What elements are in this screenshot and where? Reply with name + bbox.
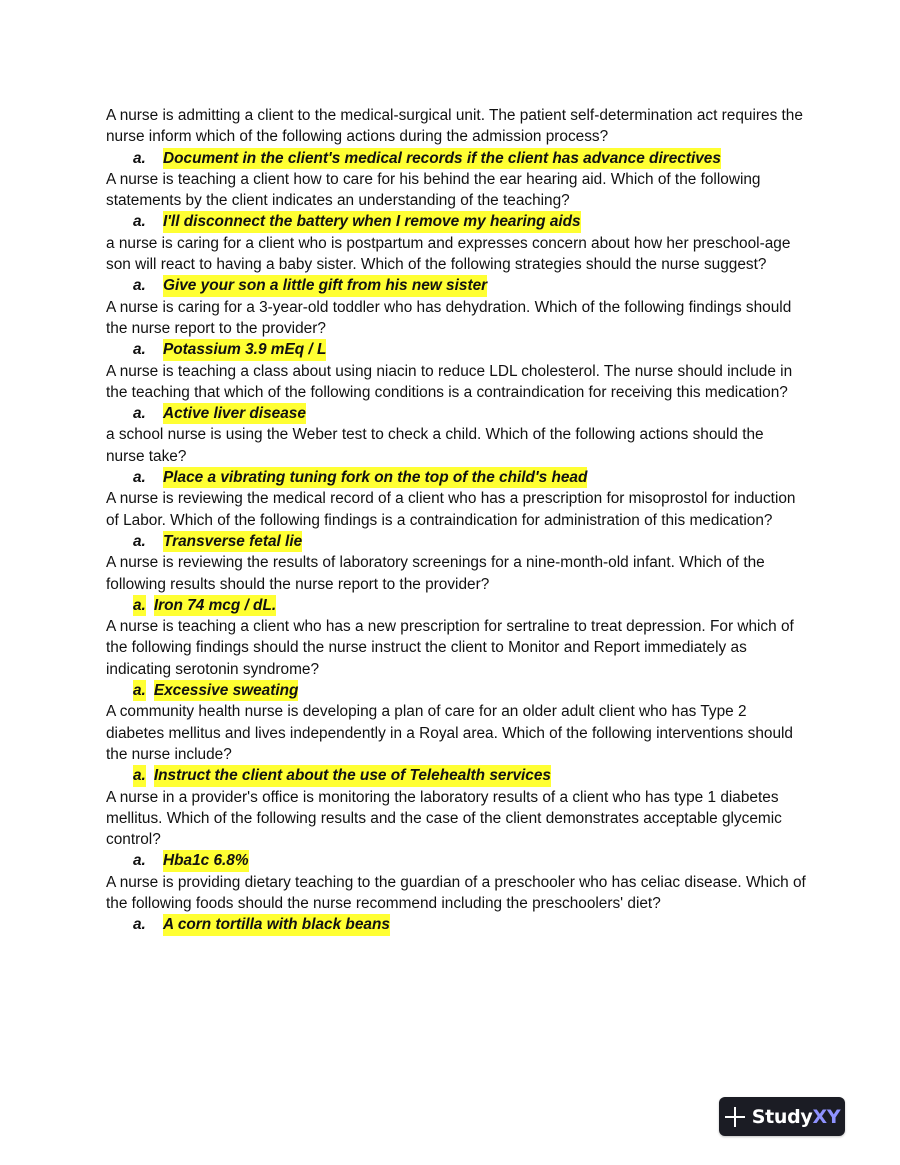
qa-block — [106, 424, 806, 488]
answer-line — [106, 275, 806, 296]
answer-marker: a. — [133, 765, 146, 786]
question-text: A nurse is teaching a client who has a new prescription for sertraline to treat depression. For which of the following findings should the nurse instruct the client to Monitor and Report immediately as indicating serotonin syndrome? — [106, 618, 794, 678]
answer-line — [106, 531, 806, 552]
question-text: A nurse in a provider's office is monitoring the laboratory results of a client who has type 1 diabetes mellitus. Which of the following results and the case of the client demonstrates acceptable glycemic control? — [106, 788, 782, 849]
answer-line — [106, 148, 806, 169]
answer-marker: a. — [133, 852, 146, 870]
answer-marker: a. — [133, 277, 146, 295]
document-body — [106, 105, 806, 936]
question-text: A nurse is caring for a 3-year-old toddler who has dehydration. Which of the following findings should the nurse report to the provider? — [106, 298, 792, 337]
answer-marker: a. — [133, 469, 146, 487]
qa-block — [106, 552, 806, 616]
answer-marker: a. — [133, 595, 146, 616]
answer-marker: a. — [133, 680, 146, 701]
answer-line — [106, 403, 806, 424]
answer-line — [106, 914, 806, 935]
question-text: A nurse is admitting a client to the medical-surgical unit. The patient self-determination act requires the nurse inform which of the following actions during the admission process? — [106, 107, 803, 146]
brand-name-main: Study — [751, 1105, 813, 1128]
qa-block — [106, 297, 806, 361]
answer-text: I'll disconnect the battery when I remove my hearing aids — [163, 211, 581, 232]
answer-text: Place a vibrating tuning fork on the top of the child's head — [163, 467, 587, 488]
answer-text: Potassium 3.9 mEq / L — [163, 339, 326, 360]
question-text: A nurse is reviewing the results of laboratory screenings for a nine-month-old infant. Which of the following results should the nurse report to the provider? — [106, 554, 765, 593]
question-text: a nurse is caring for a client who is postpartum and expresses concern about how her preschool-age son will react to having a baby sister. Which of the following strategies should the nurse suggest? — [106, 234, 791, 274]
answer-marker: a. — [133, 149, 146, 167]
qa-block — [106, 233, 806, 297]
studyxy-logo — [719, 1097, 845, 1136]
question-text: a school nurse is using the Weber test to check a child. Which of the following actions should the nurse take? — [106, 426, 764, 465]
answer-text: Active liver disease — [163, 403, 306, 424]
answer-line — [106, 765, 806, 786]
qa-block — [106, 787, 806, 872]
answer-marker: a. — [133, 532, 146, 550]
qa-block — [106, 872, 806, 936]
answer-line — [106, 680, 806, 701]
answer-text: Iron 74 mcg / dL. — [154, 595, 276, 616]
answer-text: Hba1c 6.8% — [163, 850, 249, 871]
question-text: A nurse is teaching a class about using niacin to reduce LDL cholesterol. The nurse should include in the teaching that which of the following conditions is a contraindication for receiving this medication? — [106, 362, 793, 401]
question-text: A nurse is reviewing the medical record of a client who has a prescription for misoprostol for induction of Labor. Which of the following findings is a contraindication for administration of this medication? — [106, 490, 796, 529]
answer-text: A corn tortilla with black beans — [163, 914, 390, 935]
answer-marker: a. — [133, 405, 146, 423]
answer-text: Transverse fetal lie — [163, 531, 302, 552]
answer-text: Give your son a little gift from his new sister — [163, 275, 487, 296]
brand-name — [752, 1106, 841, 1128]
answer-marker: a. — [133, 916, 146, 934]
qa-block — [106, 701, 806, 786]
answer-line — [106, 211, 806, 232]
qa-block — [106, 616, 806, 701]
answer-text: Instruct the client about the use of Telehealth services — [154, 765, 551, 786]
answer-marker: a. — [133, 341, 146, 359]
question-text: A nurse is providing dietary teaching to the guardian of a preschooler who has celiac disease. Which of the following foods should the nurse recommend including the preschoolers' diet? — [106, 873, 806, 912]
qa-block — [106, 361, 806, 425]
question-text: A community health nurse is developing a plan of care for an older adult client who has Type 2 diabetes mellitus and lives independently in a Royal area. Which of the following interventions should the nurse include? — [106, 703, 793, 763]
brand-name-accent: XY — [812, 1105, 841, 1128]
answer-marker: a. — [133, 213, 146, 231]
answer-text: Document in the client's medical records if the client has advance directives — [163, 148, 721, 169]
question-text: A nurse is teaching a client how to care for his behind the ear hearing aid. Which of the following statements by the client indicates an understanding of the teaching? — [106, 170, 761, 210]
qa-block — [106, 105, 806, 169]
qa-block — [106, 169, 806, 233]
answer-line — [106, 467, 806, 488]
answer-text: Excessive sweating — [154, 680, 299, 701]
qa-block — [106, 488, 806, 552]
answer-line — [106, 339, 806, 360]
plus-icon — [724, 1106, 746, 1128]
answer-line — [106, 850, 806, 871]
answer-line — [106, 595, 806, 616]
